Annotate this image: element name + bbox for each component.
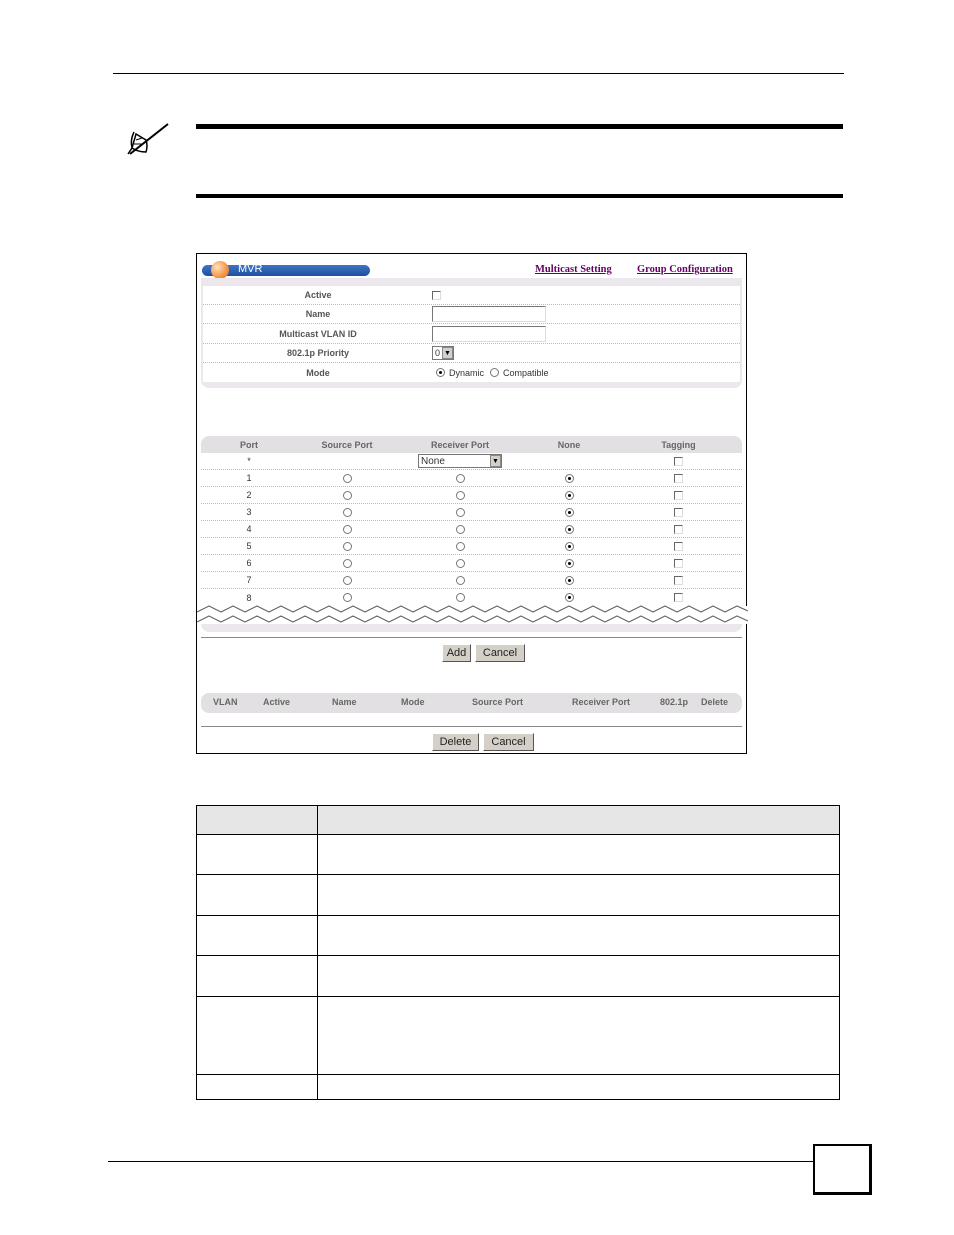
receiver-port-radio[interactable] [456, 593, 465, 602]
field-description-table [196, 805, 840, 1100]
none-radio[interactable] [565, 559, 574, 568]
multicast-vlan-id-input[interactable] [432, 326, 546, 342]
header-source-port: Source Port [472, 697, 524, 707]
port-number: 3 [246, 507, 252, 517]
port-number: 1 [246, 473, 252, 483]
active-label: Active [304, 290, 332, 300]
source-port-radio[interactable] [343, 474, 352, 483]
all-ports-label: * [247, 456, 251, 466]
tagging-all-checkbox[interactable] [674, 457, 683, 466]
port-number: 5 [246, 541, 252, 551]
priority-label: 802.1p Priority [286, 348, 350, 358]
table-row [197, 956, 840, 997]
table-row [201, 521, 742, 538]
receiver-port-radio[interactable] [456, 576, 465, 585]
source-port-radio[interactable] [343, 593, 352, 602]
header-8021p: 802.1p [660, 697, 689, 707]
receiver-port-all-select[interactable] [418, 454, 502, 468]
receiver-port-radio[interactable] [456, 525, 465, 534]
name-input[interactable] [432, 306, 546, 322]
table-row [201, 572, 742, 589]
none-radio[interactable] [565, 576, 574, 585]
header-source-port: Source Port [321, 439, 373, 450]
tagging-checkbox[interactable] [674, 559, 683, 568]
source-port-radio[interactable] [343, 542, 352, 551]
port-table-header [201, 436, 742, 453]
port-number: 8 [246, 592, 252, 603]
multicast-vlan-id-label: Multicast VLAN ID [279, 328, 357, 339]
cancel-delete-button[interactable]: Cancel [483, 733, 534, 751]
footer-rule [108, 1161, 814, 1162]
receiver-port-radio[interactable] [456, 474, 465, 483]
none-radio[interactable] [565, 525, 574, 534]
port-table [201, 436, 742, 622]
source-port-radio[interactable] [343, 576, 352, 585]
priority-row [203, 344, 740, 363]
table-header-row [197, 806, 840, 835]
header-port: Port [240, 439, 258, 450]
source-port-radio[interactable] [343, 559, 352, 568]
name-label: Name [305, 309, 331, 319]
port-number: 7 [246, 575, 252, 585]
all-ports-row [201, 453, 742, 470]
receiver-select-value: None [421, 455, 445, 467]
receiver-port-radio[interactable] [456, 491, 465, 500]
tagging-checkbox[interactable] [674, 491, 683, 500]
mode-row [203, 363, 740, 382]
none-radio[interactable] [565, 474, 574, 483]
source-port-radio[interactable] [343, 525, 352, 534]
receiver-port-radio[interactable] [456, 559, 465, 568]
header-name: Name [332, 697, 357, 707]
table-row [201, 487, 742, 504]
table-row [201, 470, 742, 487]
mode-label: Mode [306, 367, 330, 378]
header-tagging: Tagging [661, 439, 696, 450]
none-radio[interactable] [565, 542, 574, 551]
tagging-checkbox[interactable] [674, 576, 683, 585]
pencil-note-icon [122, 122, 172, 158]
table-row [201, 504, 742, 521]
cancel-button[interactable]: Cancel [475, 644, 525, 662]
table-break-zigzag [197, 602, 748, 632]
table-row [197, 1075, 840, 1100]
tagging-checkbox[interactable] [674, 525, 683, 534]
note-top-bar [196, 124, 843, 129]
divider [201, 637, 742, 638]
table-row [197, 997, 840, 1075]
tagging-checkbox[interactable] [674, 508, 683, 517]
source-port-radio[interactable] [343, 508, 352, 517]
header-mode: Mode [401, 697, 425, 707]
port-number: 6 [246, 558, 252, 568]
dropdown-arrow-icon: ▼ [490, 455, 501, 467]
table-row [201, 538, 742, 555]
divider [201, 726, 742, 727]
header-delete: Delete [701, 697, 729, 707]
header-rule [113, 73, 844, 74]
mode-compatible-label: Compatible [503, 367, 549, 378]
name-row [203, 305, 740, 324]
none-radio[interactable] [565, 593, 574, 602]
orange-ball-icon [211, 261, 229, 279]
vlan-table-header [201, 693, 742, 713]
vlan-id-row [203, 324, 740, 344]
delete-button[interactable]: Delete [432, 733, 479, 751]
mvr-screenshot [196, 253, 747, 754]
tagging-checkbox[interactable] [674, 593, 683, 602]
header-active: Active [263, 697, 291, 707]
group-configuration-link[interactable]: Group Configuration [637, 264, 733, 275]
page-number-box [813, 1144, 872, 1195]
header-none: None [557, 439, 581, 450]
receiver-port-radio[interactable] [456, 542, 465, 551]
header-receiver-port: Receiver Port [572, 697, 631, 707]
header-vlan: VLAN [213, 697, 238, 707]
add-button[interactable]: Add [442, 644, 471, 662]
tagging-checkbox[interactable] [674, 474, 683, 483]
screen-title: MVR [238, 263, 263, 275]
dropdown-arrow-icon: ▼ [442, 347, 453, 359]
multicast-setting-link[interactable]: Multicast Setting [535, 264, 612, 275]
table-row [197, 916, 840, 956]
priority-select[interactable] [432, 346, 454, 360]
mode-dynamic-radio[interactable] [436, 368, 445, 377]
active-checkbox[interactable] [432, 291, 441, 300]
none-radio[interactable] [565, 508, 574, 517]
table-row [197, 835, 840, 875]
active-row [203, 286, 740, 305]
table-row [197, 875, 840, 916]
mode-dynamic-label: Dynamic [449, 367, 485, 378]
priority-value: 0 [435, 348, 441, 358]
header-receiver-port: Receiver Port [430, 439, 490, 450]
note-bottom-bar [196, 194, 843, 198]
mvr-form-panel [201, 278, 742, 388]
none-radio[interactable] [565, 491, 574, 500]
mode-compatible-radio[interactable] [490, 368, 499, 377]
receiver-port-radio[interactable] [456, 508, 465, 517]
table-row [201, 555, 742, 572]
port-number: 4 [246, 524, 252, 534]
tagging-checkbox[interactable] [674, 542, 683, 551]
source-port-radio[interactable] [343, 491, 352, 500]
port-number: 2 [246, 490, 252, 500]
